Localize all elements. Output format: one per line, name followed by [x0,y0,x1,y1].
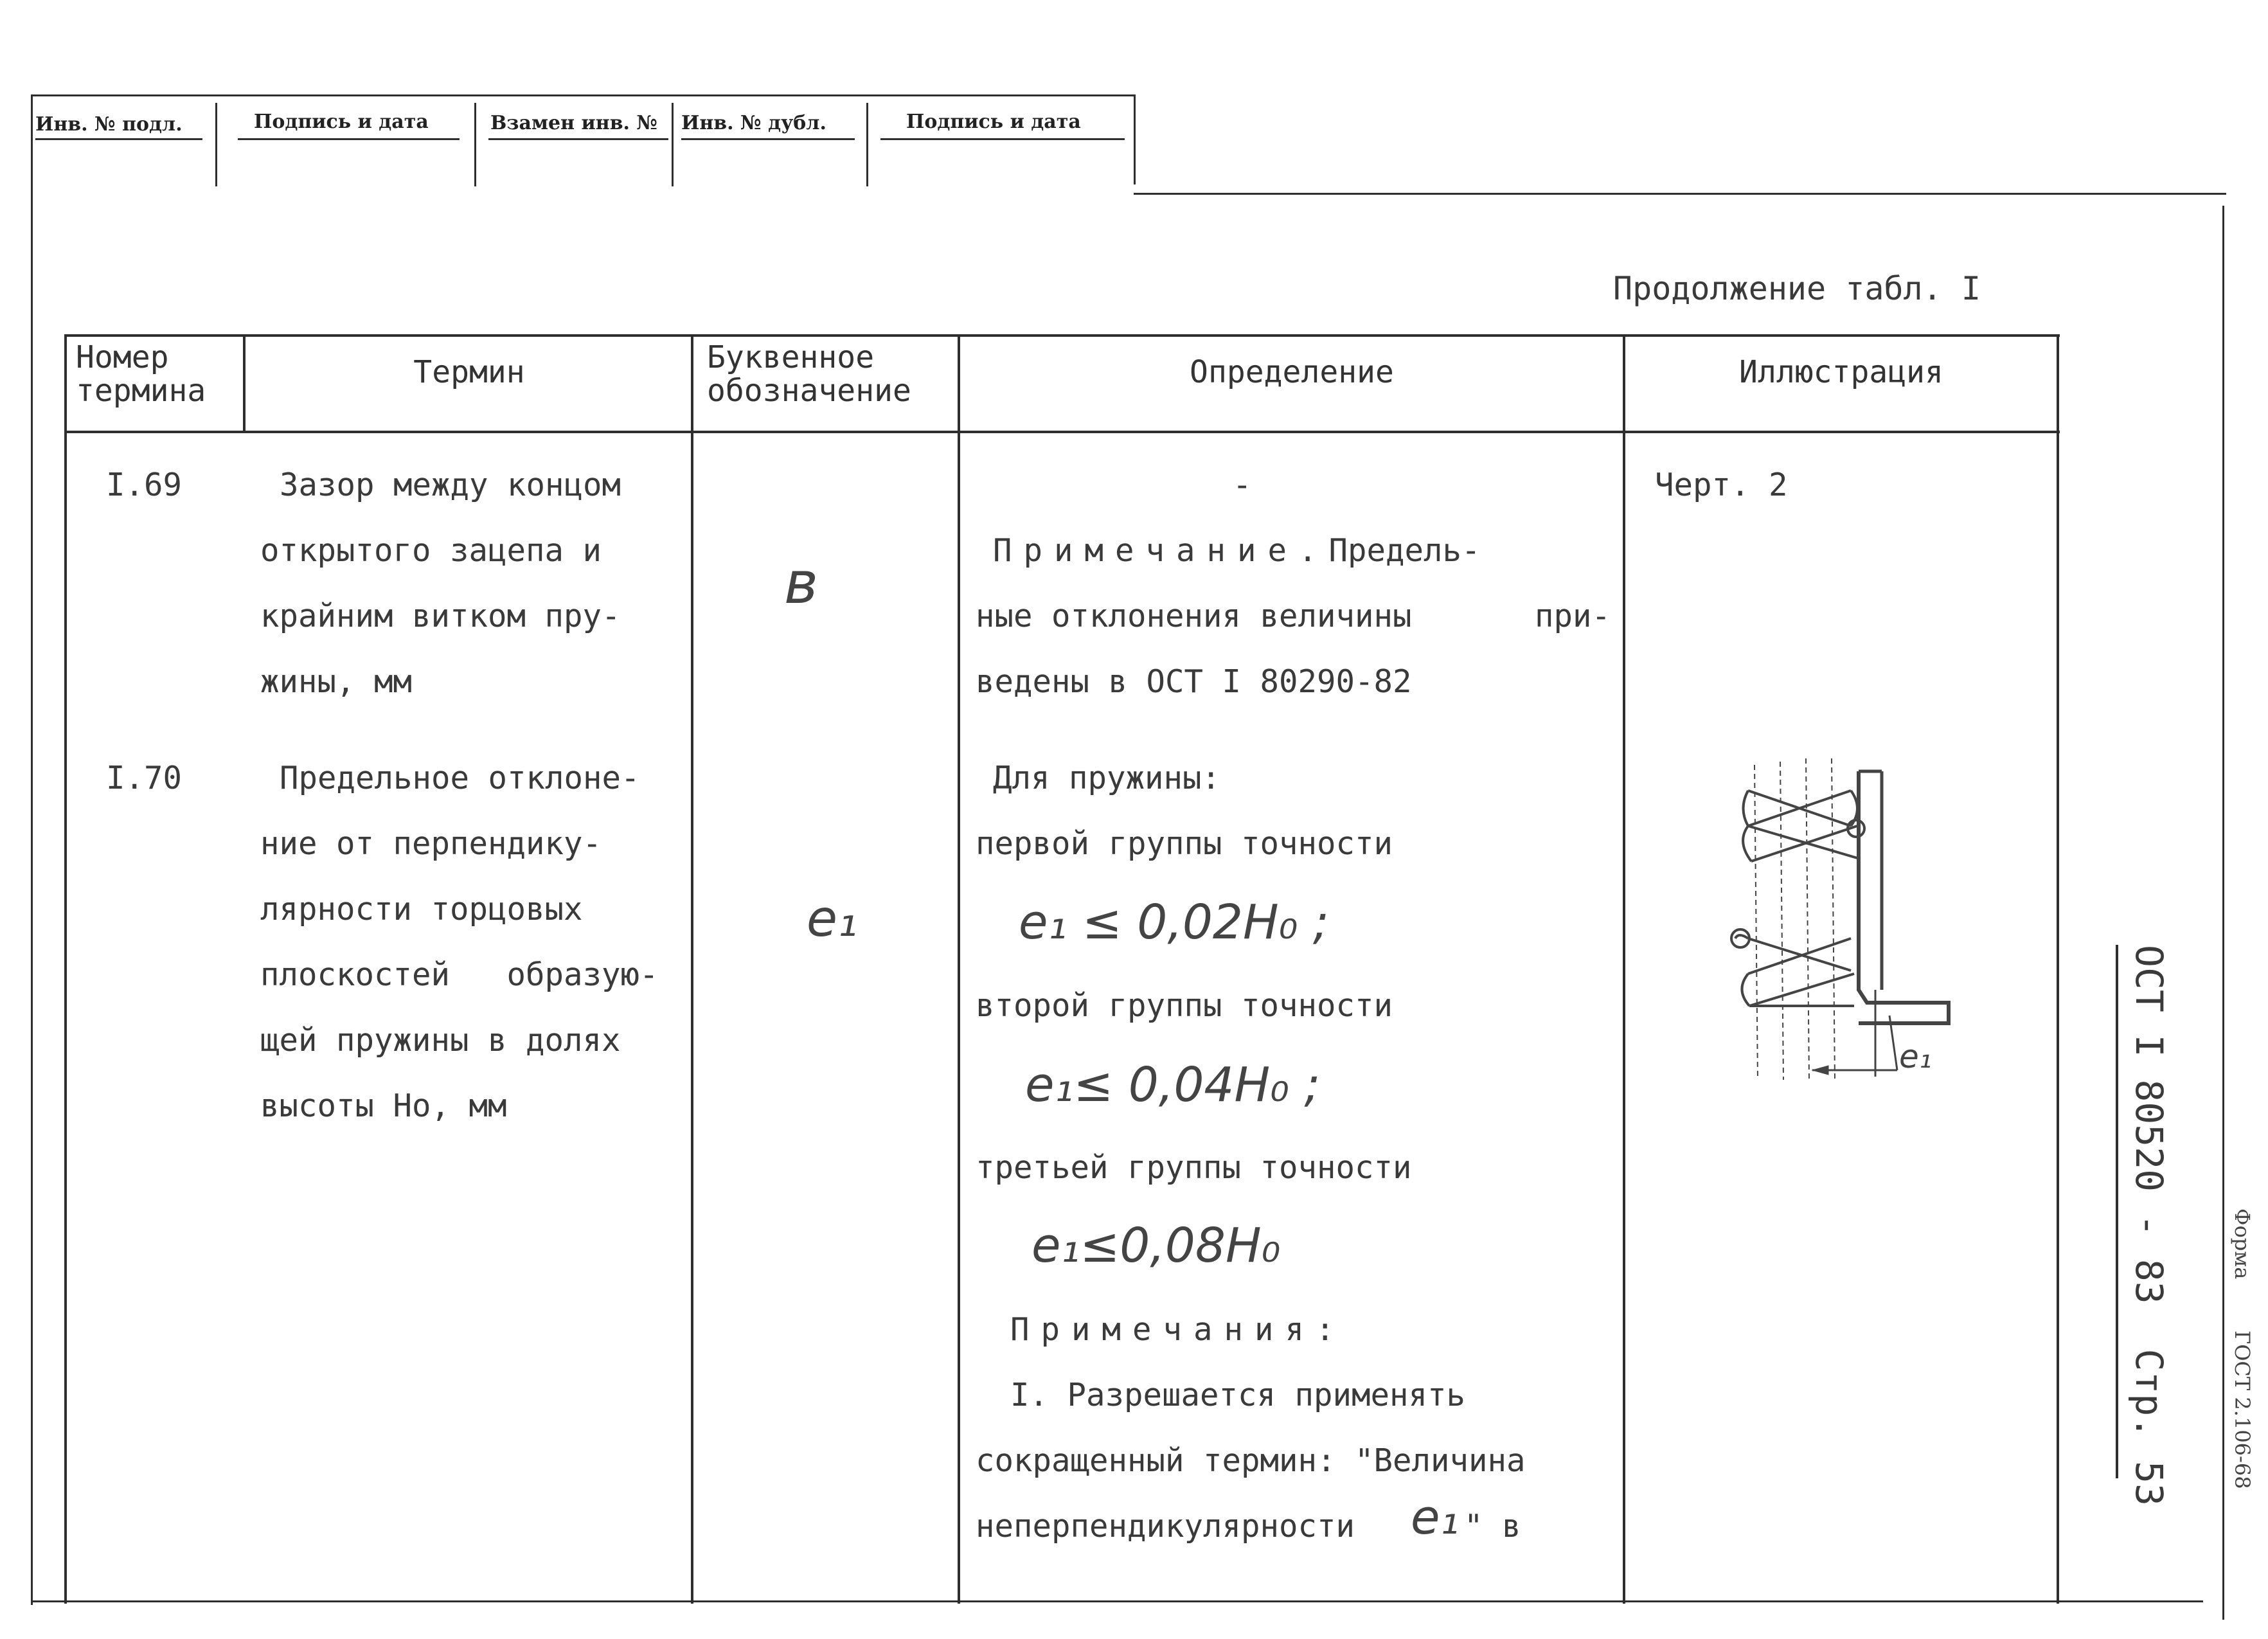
note-line: неперпендикулярности [976,1508,1355,1545]
term-line: ние от перпендику- [260,825,602,862]
stamp-podpis-data-1: Подпись и дата [254,111,429,133]
formula-2: e₁≤ 0,04H₀ ; [1025,1057,1321,1113]
stamp-vzamen: Взамен инв. № [490,112,658,134]
symbol-value: в [784,550,819,617]
term-line: жины, мм [260,663,413,700]
doc-reference-side [2127,945,2185,1506]
illustration-dimension-label: e₁ [1899,1038,1932,1075]
term-number: I.70 [106,760,183,796]
definition-line: Для пружины: [993,760,1221,796]
note-line: I. Разрешается применять [1010,1377,1466,1413]
term-line: высоты Но, мм [260,1088,507,1124]
note-rest: Предель- [1328,532,1481,569]
symbol-value: e₁ [807,890,858,948]
spring-drawing [1710,746,1979,1106]
header-symbol: Буквенное обозначение [707,339,911,409]
term-line: Предельное отклоне- [280,760,640,796]
term-line: открытого зацепа и [260,532,602,569]
gost-label-side [2230,1330,2255,1489]
term-line: плоскостей образую- [260,956,659,993]
header-term: Термин [413,354,525,390]
header-illustration: Иллюстрация [1739,354,1943,390]
formula-1: e₁ ≤ 0,02H₀ ; [1019,895,1329,950]
header-number: Номер термина [76,339,206,409]
stamp-inv-dubl: Инв. № дубл. [681,112,826,134]
definition-line: ные отклонения величины [976,598,1412,634]
header-definition: Определение [1190,354,1394,390]
note-label-text: Примечание. [993,532,1329,569]
note-line-end: " в [1464,1508,1521,1545]
definition-line: при- [1535,598,1611,634]
term-number: I.69 [106,467,183,503]
gost-text: ГОСТ 2.106-68 [2230,1330,2255,1489]
term-line: крайним витком пру- [260,598,621,634]
term-line: Зазор между концом [280,467,621,503]
form-word: Форма [2230,1208,2255,1280]
stamp-podpis-data-2: Подпись и дата [906,111,1081,133]
note-line: сокращенный термин: "Величина [976,1442,1526,1479]
doc-reference-text: ОСТ I 80520 - 83 Стр. 53 [2127,945,2171,1506]
term-line: лярности торцовых [260,891,583,927]
form-label-side [2230,1208,2255,1279]
notes-label: Примечания: [1010,1311,1346,1348]
definition-line: первой группы точности [976,825,1393,862]
note-symbol: e₁ [1411,1490,1460,1545]
definition-dash: - [1233,467,1252,503]
term-line: щей пружины в долях [260,1022,621,1059]
note-label [993,532,1481,569]
definition-line: ведены в ОСТ I 80290-82 [976,663,1412,700]
definition-line: второй группы точности [976,987,1393,1024]
continuation-label: Продолжение табл. I [1613,270,1981,307]
stamp-inv-podl: Инв. № подл. [35,113,183,136]
definition-line: третьей группы точности [976,1149,1412,1186]
formula-3: e₁≤0,08H₀ [1031,1218,1281,1273]
illustration-ref: Черт. 2 [1655,467,1788,503]
